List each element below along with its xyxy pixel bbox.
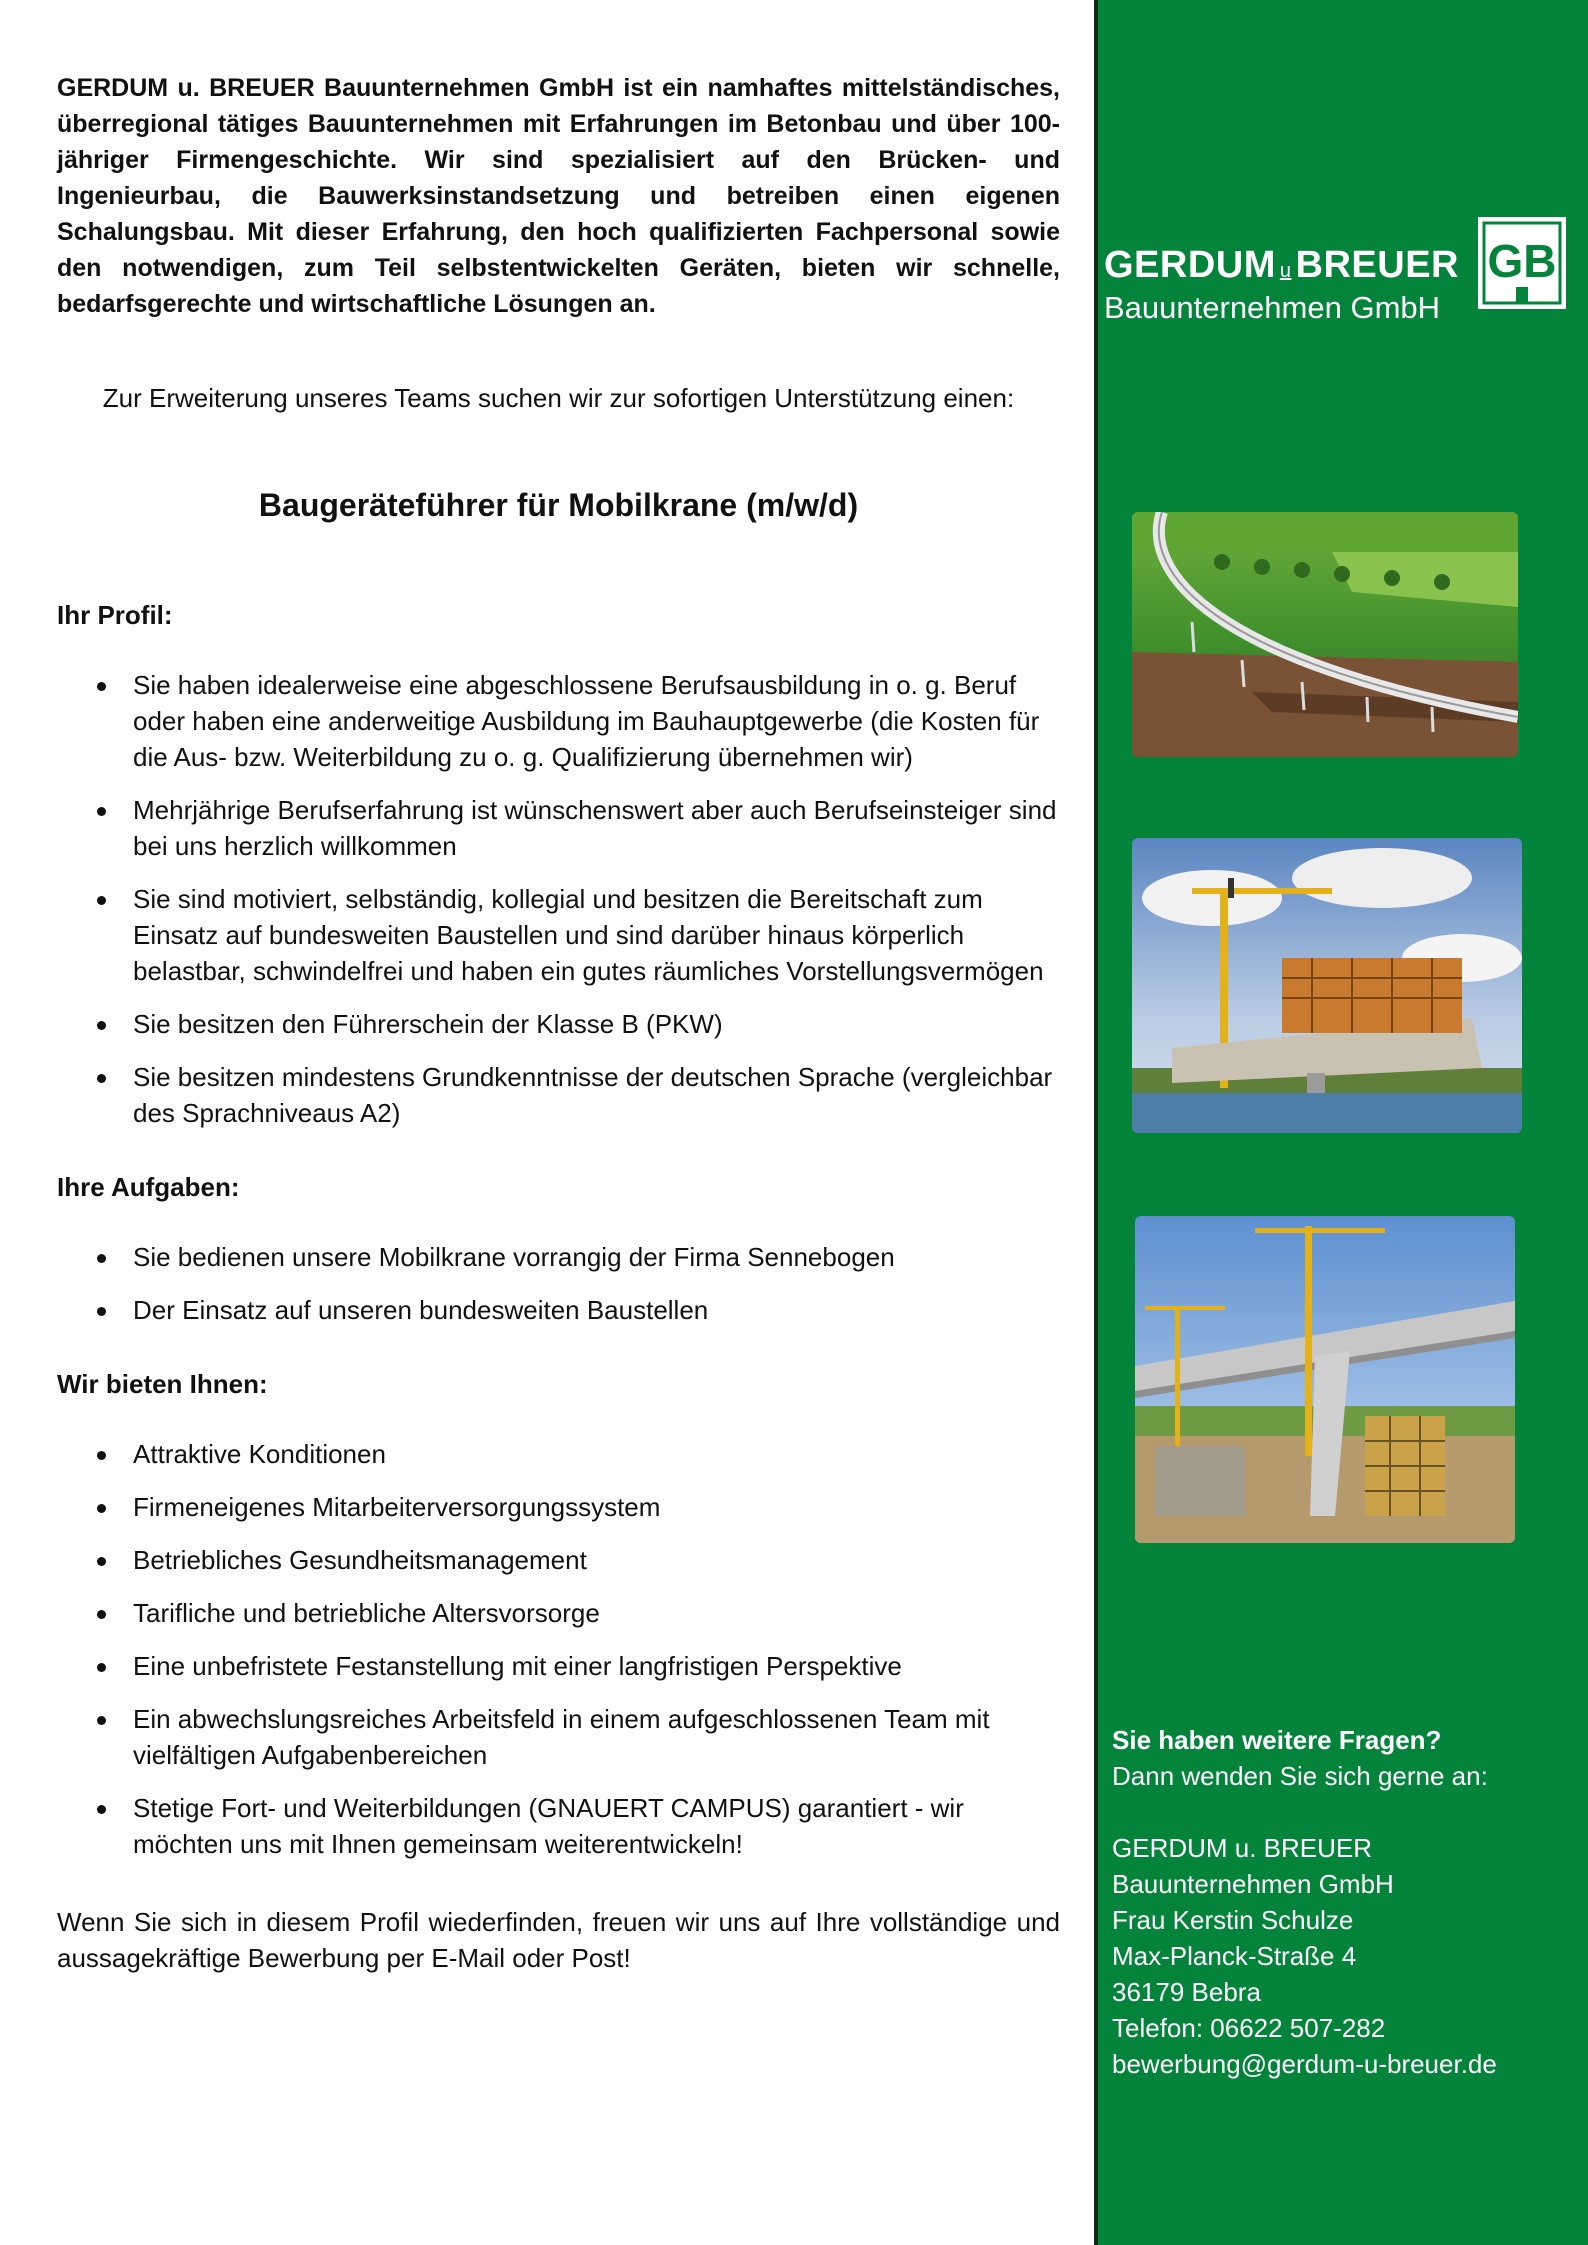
list-item: Sie bedienen unsere Mobilkrane vorrangig der Firma Sennebogen: [57, 1239, 1060, 1275]
contact-phone: Telefon: 06622 507-282: [1112, 2013, 1386, 2043]
contact-company: GERDUM u. BREUER: [1112, 1833, 1373, 1863]
bridge-pier-photo: [1135, 1216, 1515, 1543]
contact-city: 36179 Bebra: [1112, 1977, 1261, 2007]
contact-question: Sie haben weitere Fragen?: [1112, 1725, 1442, 1755]
spacer: [1112, 1794, 1497, 1830]
offer-heading: Wir bieten Ihnen:: [57, 1369, 268, 1399]
list-item: Sie sind motiviert, selbständig, kollegial und besitzen die Bereitschaft zum Einsatz auf bundesweiten Baustellen und sind darüber hinaus körperlich belastbar, schwindelfrei und haben ein gutes räumliches Vorstellungsvermögen: [57, 881, 1060, 989]
bullet-icon: [97, 1451, 106, 1460]
contact-intro: Dann wenden Sie sich gerne an:: [1112, 1761, 1488, 1791]
list-item: Mehrjährige Berufserfahrung ist wünschenswert aber auch Berufseinsteiger sind bei uns herzlich willkommen: [57, 792, 1060, 864]
bullet-icon: [97, 1663, 106, 1672]
list-item: Betriebliches Gesundheitsmanagement: [57, 1542, 1060, 1578]
list-item: Stetige Fort- und Weiterbildungen (GNAUERT CAMPUS) garantiert - wir möchten uns mit Ihnen gemeinsam weiterentwickeln!: [57, 1790, 1060, 1862]
job-title: Baugeräteführer für Mobilkrane (m/w/d): [258, 487, 859, 523]
bullet-icon: [97, 1805, 106, 1814]
bullet-icon: [97, 1504, 106, 1513]
offer-list: [57, 1436, 1060, 1862]
bullet-icon: [97, 1610, 106, 1619]
bridge-pier-image: [1135, 1216, 1515, 1543]
list-item: Tarifliche und betriebliche Altersvorsorge: [57, 1595, 1060, 1631]
bullet-icon: [97, 1074, 106, 1083]
sidebar-edge: [1094, 0, 1098, 2245]
bullet-icon: [97, 807, 106, 816]
lead-sentence: Zur Erweiterung unseres Teams suchen wir zur sofortigen Unterstützung einen:: [102, 383, 1015, 413]
tasks-list: [57, 1239, 1060, 1328]
company-logo: [1104, 217, 1568, 325]
profile-list: [57, 667, 1060, 1131]
closing-text: Wenn Sie sich in diesem Profil wiederfinden, freuen wir uns auf Ihre vollständige und aussagekräftige Bewerbung per E-Mail oder Post!: [57, 1907, 1060, 1973]
bullet-icon: [97, 1307, 106, 1316]
tasks-heading: Ihre Aufgaben:: [57, 1172, 240, 1202]
contact-block: [1112, 1722, 1497, 2082]
bridge-viaduct-image: [1132, 512, 1518, 757]
bridge-viaduct-photo: [1132, 512, 1518, 757]
logo-wordmark: [1104, 245, 1459, 325]
gb-logo-icon: [1478, 217, 1566, 309]
contact-email[interactable]: bewerbung@gerdum-u-breuer.de: [1112, 2049, 1497, 2079]
list-item: Sie besitzen mindestens Grundkenntnisse der deutschen Sprache (vergleichbar des Sprachniveaus A2): [57, 1059, 1060, 1131]
logo-name: GERDUM u BREUER: [1104, 244, 1459, 286]
contact-street: Max-Planck-Straße 4: [1112, 1941, 1357, 1971]
list-item: Der Einsatz auf unseren bundesweiten Baustellen: [57, 1292, 1060, 1328]
logo-subtitle: Bauunternehmen GmbH: [1104, 290, 1441, 325]
main-column: [57, 70, 1060, 1976]
list-item: Ein abwechslungsreiches Arbeitsfeld in einem aufgeschlossenen Team mit vielfältigen Aufgabenbereichen: [57, 1701, 1060, 1773]
gb-mark-svg: [1478, 217, 1566, 309]
construction-crane-image: [1132, 838, 1522, 1133]
list-item: Sie haben idealerweise eine abgeschlossene Berufsausbildung in o. g. Beruf oder haben eine anderweitige Ausbildung im Bauhauptgewerbe (die Kosten für die Aus- bzw. Weiterbildung zu o. g. Qualifizierung übernehmen wir): [57, 667, 1060, 775]
contact-person: Frau Kerstin Schulze: [1112, 1905, 1354, 1935]
construction-crane-photo: [1132, 838, 1522, 1133]
profile-heading: Ihr Profil:: [57, 600, 173, 630]
bullet-icon: [97, 1254, 106, 1263]
list-item: Firmeneigenes Mitarbeiterversorgungssystem: [57, 1489, 1060, 1525]
company-intro: GERDUM u. BREUER Bauunternehmen GmbH ist ein namhaftes mittelständisches, überregional tätiges Bauunternehmen mit Erfahrungen im Betonbau und über 100-jähriger Firmengeschichte. Wir sind spezialisiert auf den Brücken- und Ingenieurbau, die Bauwerksinstandsetzung und betreiben einen eigenen Schalungsbau. Mit dieser Erfahrung, den hoch qualifizierten Fachpersonal sowie den notwendigen, zum Teil selbstentwickelten Geräten, bieten wir schnelle, bedarfsgerechte und wirtschaftliche Lösungen an.: [57, 74, 1060, 318]
list-item: Attraktive Konditionen: [57, 1436, 1060, 1472]
bullet-icon: [97, 1021, 106, 1030]
gb-mark-text: GB: [1487, 235, 1557, 287]
list-item: Eine unbefristete Festanstellung mit einer langfristigen Perspektive: [57, 1648, 1060, 1684]
contact-company-type: Bauunternehmen GmbH: [1112, 1869, 1394, 1899]
bullet-icon: [97, 896, 106, 905]
bullet-icon: [97, 1716, 106, 1725]
bullet-icon: [97, 1557, 106, 1566]
bullet-icon: [97, 682, 106, 691]
list-item: Sie besitzen den Führerschein der Klasse B (PKW): [57, 1006, 1060, 1042]
